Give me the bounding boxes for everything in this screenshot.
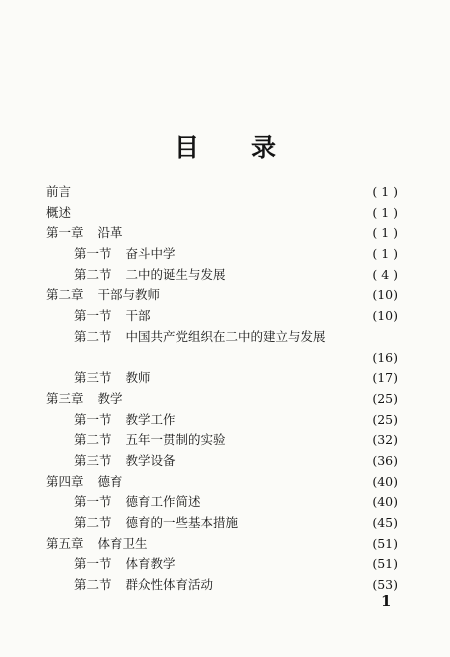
- toc-dot-leader: [126, 223, 361, 244]
- toc-entry-title: 干部: [125, 308, 151, 324]
- toc-entry-label: 第一节: [74, 411, 112, 427]
- toc-entry-title: 沿革: [97, 225, 123, 241]
- toc-entry-page: (40): [372, 494, 398, 510]
- toc-entry-page: ( 1 ): [372, 204, 398, 220]
- toc-entry: [46, 472, 398, 493]
- toc-entry-label: 第一节: [74, 494, 112, 510]
- toc-dot-leader: [151, 534, 361, 555]
- toc-entry-title: 体育教学: [125, 556, 176, 572]
- toc-entry-page: (10): [372, 308, 398, 324]
- toc-entry: [46, 306, 398, 327]
- toc-entry-title: 教学设备: [125, 452, 176, 468]
- toc-dot-leader: [179, 244, 361, 265]
- toc-entry: [46, 368, 398, 389]
- toc-entry: [46, 223, 398, 244]
- toc-entry-title: 教学: [97, 390, 123, 406]
- toc-entry-title: 德育: [97, 473, 123, 489]
- title-char-2: 录: [251, 133, 277, 162]
- toc-entry-page: ( 1 ): [372, 184, 398, 199]
- toc-entry-page: ( 1 ): [372, 246, 398, 262]
- toc-dot-leader: [229, 265, 361, 286]
- toc-entry: [46, 534, 398, 555]
- toc-entry-page: (16): [372, 349, 398, 365]
- toc-entry-title: 教师: [125, 370, 151, 386]
- table-of-contents: [46, 182, 398, 596]
- toc-entry-label: 概述: [46, 204, 72, 220]
- toc-entry-page: (10): [372, 287, 398, 303]
- toc-entry: [46, 430, 398, 451]
- toc-dot-leader: [216, 575, 361, 596]
- toc-entry: [46, 327, 398, 348]
- toc-entry-label: 第二节: [74, 266, 112, 282]
- toc-entry-label: 第二节: [74, 432, 112, 448]
- toc-entry-label: 第一节: [74, 556, 112, 572]
- toc-entry-label: 第二节: [74, 515, 112, 530]
- toc-dot-leader: [179, 410, 361, 431]
- toc-entry-label: 前言: [46, 184, 72, 199]
- toc-dot-leader: [154, 306, 361, 327]
- toc-entry-label: 第三节: [74, 452, 112, 468]
- title-char-1: 目: [173, 133, 199, 162]
- toc-entry-title: 体育卫生: [97, 535, 148, 551]
- toc-entry-page: ( 4 ): [372, 266, 398, 282]
- toc-entry-label: 第二章: [46, 287, 84, 303]
- toc-entry-label: 第一章: [46, 225, 84, 241]
- toc-entry-title: 干部与教师: [97, 287, 161, 303]
- page-title: [0, 128, 450, 164]
- toc-entry-title: 五年一贯制的实验: [125, 432, 226, 448]
- toc-entry-title: 群众性体育活动: [125, 577, 214, 593]
- page-number: 1: [381, 592, 392, 610]
- toc-entry-page: (40): [372, 473, 398, 489]
- toc-entry: [46, 244, 398, 265]
- toc-dot-leader: [74, 203, 361, 224]
- toc-dot-leader: [126, 389, 361, 410]
- toc-dot-leader: [229, 430, 361, 451]
- toc-entry: [46, 203, 398, 224]
- toc-dot-leader: [74, 182, 361, 203]
- toc-entry-label: 第一节: [74, 246, 112, 262]
- toc-entry: [46, 575, 398, 596]
- toc-entry-label: 第一节: [74, 308, 112, 324]
- toc-dot-leader: [154, 368, 361, 389]
- toc-entry-page: (45): [372, 515, 398, 530]
- toc-dot-leader: [179, 554, 361, 575]
- toc-entry: [46, 451, 398, 472]
- toc-entry: [46, 389, 398, 410]
- toc-entry-page: ( 1 ): [372, 225, 398, 241]
- toc-entry: [46, 348, 398, 369]
- toc-dot-leader: [204, 492, 361, 513]
- toc-entry-page: (17): [372, 370, 398, 386]
- toc-dot-leader: [179, 451, 361, 472]
- toc-entry-page: (51): [372, 535, 398, 551]
- toc-entry-page: (25): [372, 390, 398, 406]
- toc-entry: [46, 554, 398, 575]
- toc-entry: [46, 513, 398, 534]
- toc-entry-title: 中国共产党组织在二中的建立与发展: [125, 328, 326, 344]
- toc-entry-label: 第三节: [74, 370, 112, 386]
- toc-dot-leader: [151, 348, 361, 369]
- toc-entry-page: (25): [372, 411, 398, 427]
- toc-entry: [46, 285, 398, 306]
- toc-entry: [46, 410, 398, 431]
- toc-entry-page: (53): [372, 577, 398, 593]
- toc-entry-page: (32): [372, 432, 398, 448]
- toc-dot-leader: [163, 285, 361, 306]
- toc-entry-label: 第二节: [74, 328, 112, 344]
- toc-entry-page: (36): [372, 452, 398, 468]
- toc-entry-label: 第三章: [46, 390, 84, 406]
- toc-entry-label: 第二节: [74, 577, 112, 593]
- toc-entry: [46, 182, 398, 203]
- toc-entry-label: 第五章: [46, 535, 84, 551]
- toc-entry-title: 二中的诞生与发展: [125, 266, 226, 282]
- toc-dot-leader: [126, 472, 361, 493]
- toc-entry-title: 教学工作: [125, 411, 176, 427]
- toc-entry-label: 第四章: [46, 473, 84, 489]
- toc-entry-title: 德育工作简述: [125, 494, 201, 510]
- toc-entry-title: 德育的一些基本措施: [125, 515, 239, 530]
- toc-entry: [46, 265, 398, 286]
- toc-dot-leader: [241, 513, 361, 534]
- toc-entry: [46, 492, 398, 513]
- toc-entry-page: (51): [372, 556, 398, 572]
- toc-entry-title: 奋斗中学: [125, 246, 176, 262]
